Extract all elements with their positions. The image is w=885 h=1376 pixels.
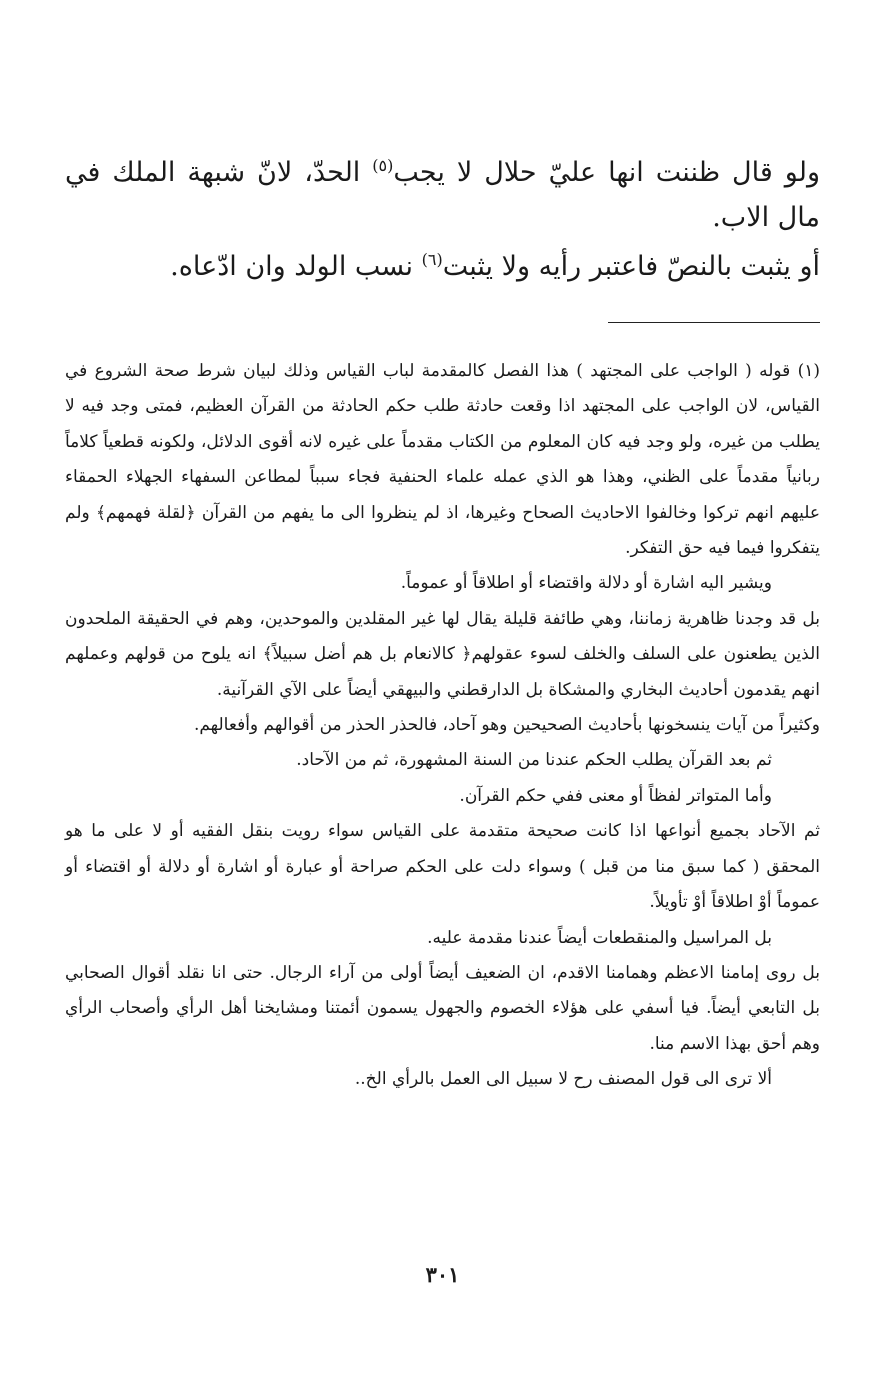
footnotes-section [65,354,820,1098]
footnote-paragraph: ويشير اليه اشارة أو دلالة واقتضاء أو اطلاقاً أو عموماً. [400,573,772,594]
main-text-segment: ولو قال ظننت انها عليّ حلال لا يجب [393,157,820,188]
main-text [65,150,820,289]
main-text-segment: الحدّ، لانّ شبهة الملك في مال الاب. [65,157,820,233]
page-number: ٣٠١ [425,1262,460,1287]
footnote-paragraph: ثم بعد القرآن يطلب الحكم عندنا من السنة المشهورة، ثم من الآحاد. [296,750,772,771]
footnote-separator [608,322,820,323]
footnote-paragraph: وكثيراً من آيات ينسخونها بأحاديث الصحيحين وهو آحاد، فالحذر الحذر من أقوالهم وأفعالهم. [193,715,820,736]
footnote-paragraph: بل قد وجدنا ظاهرية زماننا، وهي طائفة قليلة يقال لها غير المقلدين والموحدين، وهم في الحقيقة الملحدون الذين يطعنون على السلف والخلف لسوء عقولهم﴿ كالانعام بل هم أضل سبيلاً﴾ انه يلوح من قولهم وعملهم انهم يقدمون أحاديث البخاري والمشكاة بل الدارقطني والبيهقي أيضاً على الآي القرآنية. [65,608,820,700]
main-text-segment: نسب الولد وان ادّعاه. [170,251,422,282]
footnote-paragraph: ألا ترى الى قول المصنف رح لا سبيل الى العمل بالرأي الخ.. [354,1069,772,1090]
footnote-paragraph: ثم الآحاد بجميع أنواعها اذا كانت صحيحة متقدمة على القياس سواء رويت بنقل الفقيه أو لا على ما هو المحقق ( كما سبق منا من قبل ) وسواء دلت على الحكم صراحة أو عبارة أو اشارة أو دلالة أو اقتضاء أو عموماً أوْ اطلاقاً أوْ تأويلاً. [65,821,820,913]
footnote-marker-6: (٦) [421,250,443,269]
footnote-paragraph: بل روى إمامنا الاعظم وهمامنا الاقدم، ان الضعيف أيضاً أولى من آراء الرجال. حتى انا نقلد أقوال الصحابي بل التابعي أيضاً. فيا أسفي على هؤلاء الخصوم والجهول يسمون أئمتنا ومشايخنا أهل الرأي وأصحاب الرأي وهم أحق بهذا الاسم منا. [65,962,820,1054]
main-paragraph-1 [65,150,820,240]
footnote-marker-5: (٥) [372,156,394,175]
footnote-paragraph: بل المراسيل والمنقطعات أيضاً عندنا مقدمة عليه. [427,927,772,948]
footnote-paragraph: (١) قوله ( الواجب على المجتهد ) هذا الفصل كالمقدمة لباب القياس وذلك لبيان شرط صحة الشروع في القياس، لان الواجب على المجتهد اذا وقعت حادثة طلب حكم الحادثة من القرآن العظيم، فمتى وجد فيه لا يطلب من غيره، ولو وجد فيه كان المعلوم من الكتاب مقدماً على غيره لانه أقوى الدلائل، ولكونه قطعياً كلاماً ربانياً مقدماً على الظني، وهذا هو الذي عمله علماء الحنفية فجاء سبباً لمطاعن السفهاء الجهلاء الحمقاء عليهم انهم تركوا وخالفوا الاحاديث الصحاح وغيرها، اذ لم ينظروا الى ما يفهم من القرآن ﴿لقلة فهمهم﴾ ولم يتفكروا فيما فيه حق التفكر. [65,361,820,559]
footnote-paragraph: وأما المتواتر لفظاً أو معنى ففي حكم القرآن. [459,785,772,806]
main-text-segment: أو يثبت بالنصّ فاعتبر رأيه ولا يثبت [442,251,820,282]
main-paragraph-2 [65,244,820,289]
